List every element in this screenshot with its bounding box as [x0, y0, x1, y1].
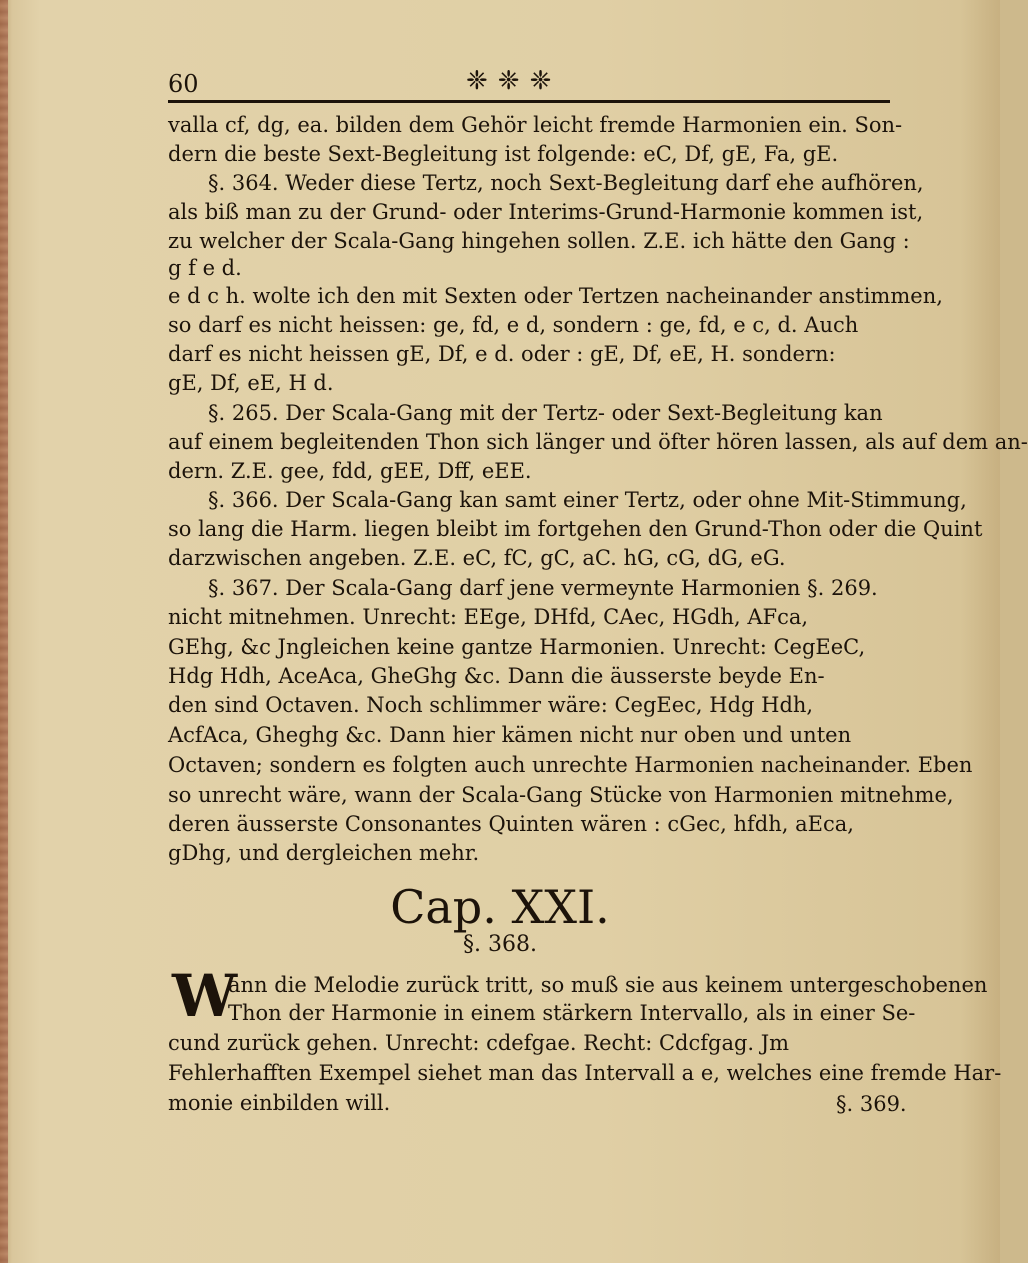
- text-line: gDhg, und dergleichen mehr.: [168, 841, 480, 865]
- text-line: darzwischen angeben. Z.E. eC, fC, gC, aC. hG, cG, dG, eG.: [168, 546, 786, 570]
- text-line: ann die Melodie zurück tritt, so muß sie aus keinem untergeschobenen: [228, 973, 988, 997]
- text-line: gE, Df, eE, H d.: [168, 371, 334, 395]
- section-number: §. 368.: [463, 932, 537, 957]
- chapter-title: Cap. XXI.: [390, 880, 610, 934]
- page-number: 60: [168, 70, 199, 98]
- text-line: §. 364. Weder diese Tertz, noch Sext-Begleitung darf ehe aufhören,: [208, 171, 924, 195]
- text-line: den sind Octaven. Noch schlimmer wäre: CegEec, Hdg Hdh,: [168, 693, 814, 717]
- catchword: §. 369.: [836, 1092, 907, 1116]
- text-line: so darf es nicht heissen: ge, fd, e d, sondern : ge, fd, e c, d. Auch: [168, 313, 859, 337]
- text-line: g f e d.: [168, 256, 242, 280]
- text-line: so lang die Harm. liegen bleibt im fortgehen den Grund-Thon oder die Quint: [168, 517, 983, 541]
- text-line: Fehlerhafften Exempel siehet man das Intervall a e, welches eine fremde Har-: [168, 1061, 1002, 1085]
- text-line: Thon der Harmonie in einem stärkern Intervallo, als in einer Se-: [228, 1001, 916, 1025]
- text-line: darf es nicht heissen gE, Df, e d. oder : gE, Df, eE, H. sondern:: [168, 342, 836, 366]
- text-line: Octaven; sondern es folgten auch unrechte Harmonien nacheinander. Eben: [168, 753, 973, 777]
- text-line: e d c h. wolte ich den mit Sexten oder Tertzen nacheinander anstimmen,: [168, 284, 943, 308]
- text-line: cund zurück gehen. Unrecht: cdefgae. Recht: Cdcfgag. Jm: [168, 1031, 790, 1055]
- text-line: deren äusserste Consonantes Quinten wären : cGec, hfdh, aEca,: [168, 812, 854, 836]
- text-line: so unrecht wäre, wann der Scala-Gang Stücke von Harmonien mitnehme,: [168, 783, 954, 807]
- header-ornament: ❈❈❈: [466, 66, 562, 96]
- text-line: monie einbilden will.: [168, 1091, 391, 1115]
- drop-cap: W: [172, 962, 238, 1030]
- text-line: GEhg, &c Jngleichen keine gantze Harmonien. Unrecht: CegEeC,: [168, 635, 866, 659]
- text-line: nicht mitnehmen. Unrecht: EEge, DHfd, CAec, HGdh, AFca,: [168, 605, 809, 629]
- text-line: §. 366. Der Scala-Gang kan samt einer Tertz, oder ohne Mit-Stimmung,: [208, 488, 967, 512]
- text-line: AcfAca, Gheghg &c. Dann hier kämen nicht nur oben und unten: [168, 723, 852, 747]
- text-line: auf einem begleitenden Thon sich länger und öfter hören lassen, als auf dem an-: [168, 430, 1028, 454]
- text-line: dern. Z.E. gee, fdd, gEE, Dff, eEE.: [168, 459, 532, 483]
- text-line: valla cf, dg, ea. bilden dem Gehör leicht fremde Harmonien ein. Son-: [168, 113, 903, 137]
- text-line: Hdg Hdh, AceAca, GheGhg &c. Dann die äusserste beyde En-: [168, 664, 825, 688]
- text-line: dern die beste Sext-Begleitung ist folgende: eC, Df, gE, Fa, gE.: [168, 142, 839, 166]
- text-line: §. 367. Der Scala-Gang darf jene vermeynte Harmonien §. 269.: [208, 576, 878, 600]
- header-rule: [168, 100, 890, 103]
- text-line: §. 265. Der Scala-Gang mit der Tertz- oder Sext-Begleitung kan: [208, 401, 883, 425]
- text-line: als biß man zu der Grund- oder Interims-Grund-Harmonie kommen ist,: [168, 200, 924, 224]
- text-line: zu welcher der Scala-Gang hingehen sollen. Z.E. ich hätte den Gang :: [168, 229, 910, 253]
